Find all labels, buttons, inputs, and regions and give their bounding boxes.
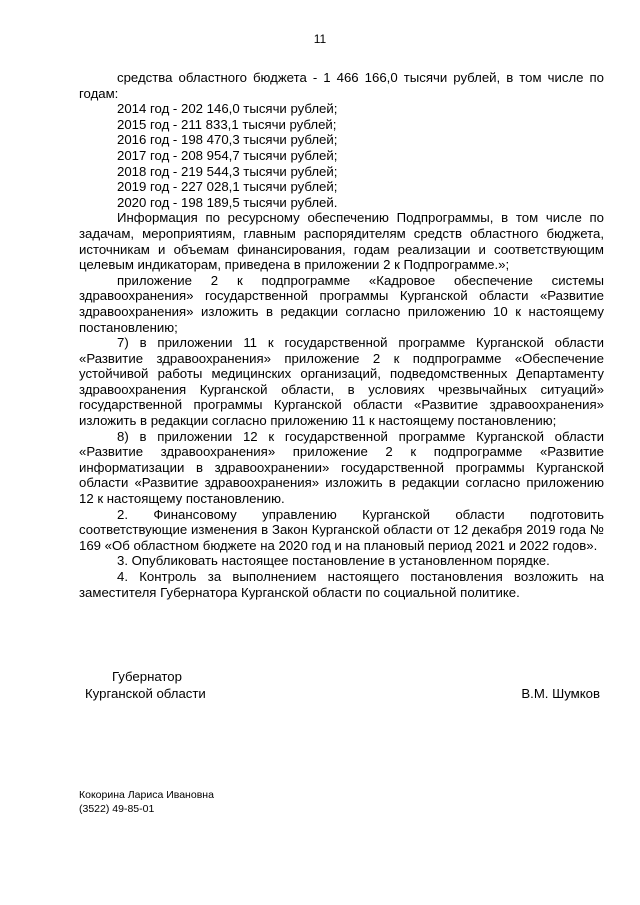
document-body xyxy=(79,70,604,600)
signatory-title-line2: Курганской области xyxy=(85,686,206,701)
paragraph-item-7: 7) в приложении 11 к государственной программе Курганской области «Развитие здравоохранения» приложение 2 к подпрограмме «Обеспечение устойчивой работы медицинских организаций, подведомственных Департаменту здравоохранения Курганской области, в условиях чрезвычайных ситуаций» государственной программы Курганской области «Развитие здравоохранения» изложить в редакции согласно приложению 11 к настоящему постановлению; xyxy=(79,335,604,429)
year-item: 2016 год - 198 470,3 тысячи рублей; xyxy=(117,132,338,148)
signatory-name: В.М. Шумков xyxy=(521,686,600,701)
paragraph-point-4: 4. Контроль за выполнением настоящего постановления возложить на заместителя Губернатора Курганской области по социальной политике. xyxy=(79,569,604,600)
year-item: 2017 год - 208 954,7 тысячи рублей; xyxy=(117,147,338,163)
paragraph-point-2: 2. Финансовому управлению Курганской области подготовить соответствующие изменения в Закон Курганской области от 12 декабря 2019 года № 169 «Об областном бюджете на 2020 год и на плановый период 2021 и 2022 годов». xyxy=(79,506,604,553)
executor-name: Кокорина Лариса Ивановна xyxy=(79,789,214,801)
executor-phone: (3522) 49-85-01 xyxy=(79,803,155,815)
signatory-title-line1: Губернатор xyxy=(112,669,182,684)
executor-block xyxy=(79,788,214,816)
paragraph-info: Информация по ресурсному обеспечению Подпрограммы, в том числе по задачам, мероприятиям, главным распорядителям средств областного бюджета, источникам и объемам финансирования, годам реализации и соответствующим целевым индикаторам, приведена в приложении 2 к Подпрограмме.»; xyxy=(79,210,604,273)
year-item: 2015 год - 211 833,1 тысячи рублей; xyxy=(117,116,337,132)
year-item: 2018 год - 219 544,3 тысячи рублей; xyxy=(117,163,338,179)
page-number: 11 xyxy=(313,32,327,46)
year-item: 2020 год - 198 189,5 тысячи рублей. xyxy=(117,194,338,210)
paragraph-point-3: 3. Опубликовать настоящее постановление в установленном порядке. xyxy=(117,553,550,569)
paragraph-appendix-2: приложение 2 к подпрограмме «Кадровое обеспечение системы здравоохранения» государственной программы Курганской области «Развитие здравоохранения» изложить в редакции согласно приложению 10 к настоящему постановлению; xyxy=(79,272,604,335)
year-item: 2019 год - 227 028,1 тысячи рублей; xyxy=(117,179,338,195)
year-item: 2014 год - 202 146,0 тысячи рублей; xyxy=(117,101,338,117)
paragraph-item-8: 8) в приложении 12 к государственной программе Курганской области «Развитие здравоохранения» приложение 2 к подпрограмме «Развитие информатизации в здравоохранении» государственной программы Курганской области «Развитие здравоохранения» изложить в редакции согласно приложению 12 к настоящему постановлению. xyxy=(79,428,604,507)
paragraph-budget: средства областного бюджета - 1 466 166,0 тысячи рублей, в том числе по годам: xyxy=(79,70,604,101)
